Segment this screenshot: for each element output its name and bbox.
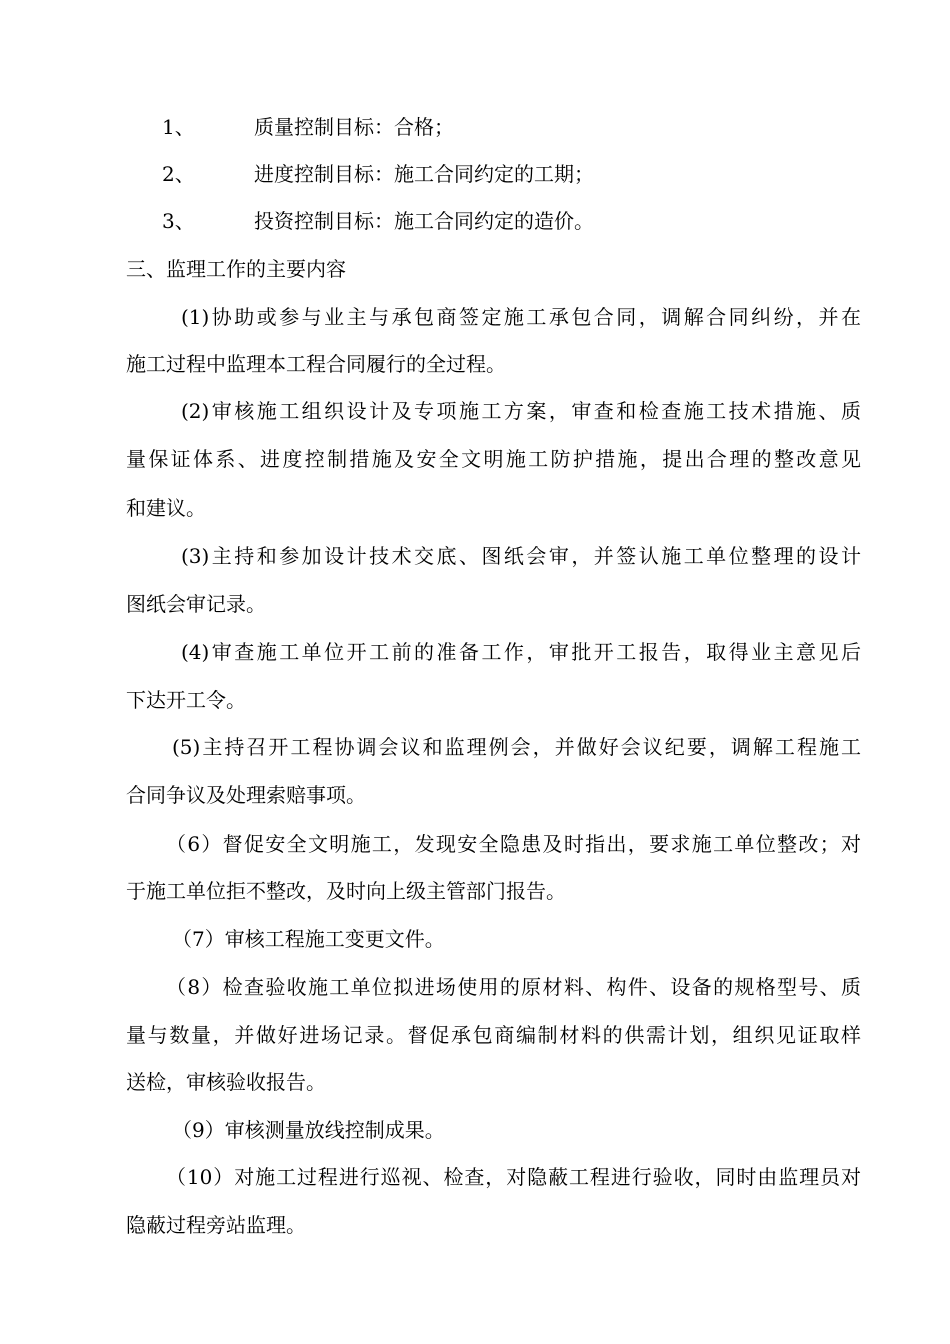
item-4-line-1: (4)审查施工单位开工前的准备工作，审批开工报告，取得业主意见后 <box>181 640 861 664</box>
item-7-line-1: （7）审核工程施工变更文件。 <box>172 927 445 951</box>
item-1-line-1: (1)协助或参与业主与承包商签定施工承包合同，调解合同纠纷，并在 <box>181 305 861 329</box>
goal-text-2: 进度控制目标：施工合同约定的工期； <box>254 162 594 186</box>
goal-number-2: 2、 <box>162 162 195 186</box>
item-2-line-1: (2)审核施工组织设计及专项施工方案，审查和检查施工技术措施、质 <box>181 399 861 423</box>
item-5-line-2: 合同争议及处理索赔事项。 <box>126 783 366 807</box>
item-9-line-1: （9）审核测量放线控制成果。 <box>172 1118 445 1142</box>
item-3-line-2: 图纸会审记录。 <box>126 592 266 616</box>
item-2-line-2: 量保证体系、进度控制措施及安全文明施工防护措施，提出合理的整改意见 <box>126 447 861 471</box>
item-6-line-1: （6）督促安全文明施工，发现安全隐患及时指出，要求施工单位整改；对 <box>166 832 861 856</box>
goal-number-3: 3、 <box>162 209 195 233</box>
item-5-line-1: (5)主持召开工程协调会议和监理例会，并做好会议纪要，调解工程施工 <box>172 735 861 759</box>
item-6-line-2: 于施工单位拒不整改，及时向上级主管部门报告。 <box>126 879 566 903</box>
item-10-line-2: 隐蔽过程旁站监理。 <box>126 1213 306 1237</box>
item-1-line-2: 施工过程中监理本工程合同履行的全过程。 <box>126 352 506 376</box>
goal-text-3: 投资控制目标：施工合同约定的造价。 <box>254 209 594 233</box>
item-4-line-2: 下达开工令。 <box>126 688 246 712</box>
item-8-line-3: 送检，审核验收报告。 <box>126 1070 326 1094</box>
goal-text-1: 质量控制目标：合格； <box>254 115 454 139</box>
section-heading: 三、监理工作的主要内容 <box>126 257 346 281</box>
item-10-line-1: （10）对施工过程进行巡视、检查，对隐蔽工程进行验收，同时由监理员对 <box>166 1165 861 1189</box>
item-8-line-1: （8）检查验收施工单位拟进场使用的原材料、构件、设备的规格型号、质 <box>166 975 861 999</box>
item-3-line-1: (3)主持和参加设计技术交底、图纸会审，并签认施工单位整理的设计 <box>181 544 861 568</box>
item-2-line-3: 和建议。 <box>126 496 206 520</box>
item-8-line-2: 量与数量，并做好进场记录。督促承包商编制材料的供需计划，组织见证取样 <box>126 1023 861 1047</box>
goal-number-1: 1、 <box>162 115 195 139</box>
